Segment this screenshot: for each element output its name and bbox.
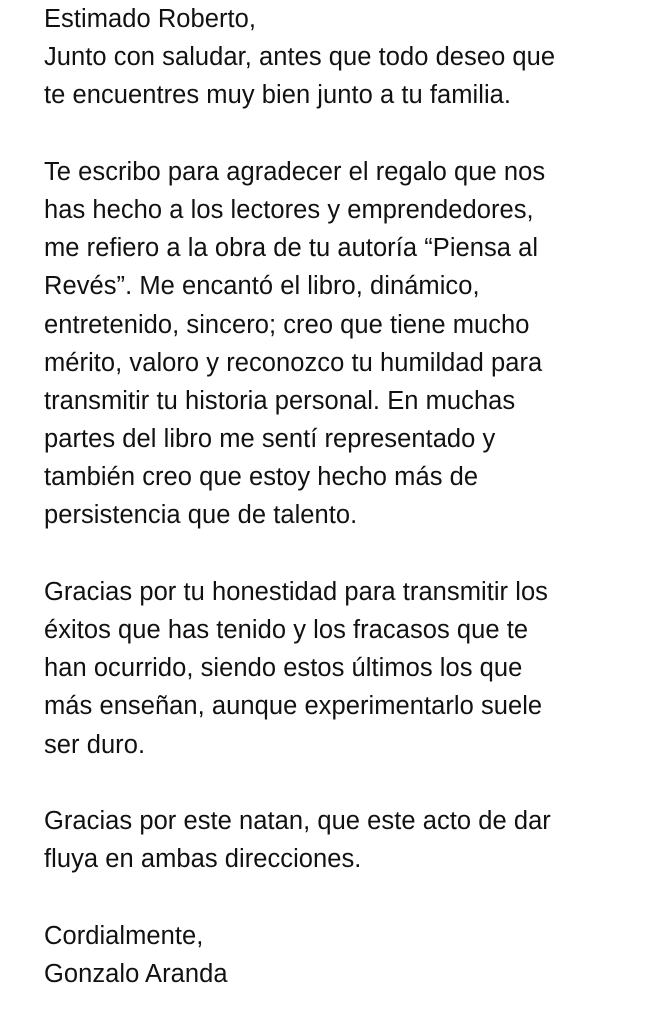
paragraph-gap bbox=[44, 764, 666, 802]
paragraph-2-line-8: partes del libro me sentí representado y bbox=[44, 425, 496, 454]
paragraph-2-line-4: Revés”. Me encantó el libro, dinámico, bbox=[44, 272, 480, 301]
paragraph-1-line-1: Junto con saludar, antes que todo deseo que bbox=[44, 43, 556, 72]
paragraph-3-line-5: ser duro. bbox=[44, 730, 146, 759]
paragraph-2-line-7: transmitir tu historia personal. En muchas bbox=[44, 386, 516, 415]
greeting: Estimado Roberto, bbox=[44, 5, 257, 33]
paragraph-4-line-2: fluya en ambas direcciones. bbox=[44, 845, 362, 874]
paragraph-4-line-1: Gracias por este natan, que este acto de dar bbox=[44, 806, 551, 835]
paragraph-3-line-1: Gracias por tu honestidad para transmitir los bbox=[44, 577, 548, 606]
paragraph-2-line-5: entretenido, sincero; creo que tiene mucho bbox=[44, 310, 530, 339]
letter-body bbox=[44, 0, 666, 993]
signature: Gonzalo Aranda bbox=[44, 959, 228, 988]
paragraph-gap bbox=[44, 878, 666, 916]
paragraph-3-line-2: éxitos que has tenido y los fracasos que te bbox=[44, 616, 529, 644]
paragraph-2-line-6: mérito, valoro y reconozco tu humildad para bbox=[44, 348, 543, 377]
paragraph-3-line-3: han ocurrido, siendo estos últimos los que bbox=[44, 654, 523, 683]
paragraph-2-line-10: persistencia que de talento. bbox=[44, 501, 358, 530]
paragraph-gap bbox=[44, 535, 666, 573]
paragraph-2-line-1: Te escribo para agradecer el regalo que nos bbox=[44, 157, 546, 186]
paragraph-2-line-3: me refiero a la obra de tu autoría “Piensa al bbox=[44, 234, 539, 263]
paragraph-1-line-2: te encuentres muy bien junto a tu familia. bbox=[44, 81, 512, 110]
closing: Cordialmente, bbox=[44, 921, 204, 950]
paragraph-2-line-2: has hecho a los lectores y emprendedores, bbox=[44, 195, 534, 224]
paragraph-2-line-9: también creo que estoy hecho más de bbox=[44, 463, 479, 492]
paragraph-gap bbox=[44, 115, 666, 153]
paragraph-3-line-4: más enseñan, aunque experimentarlo suele bbox=[44, 692, 543, 721]
